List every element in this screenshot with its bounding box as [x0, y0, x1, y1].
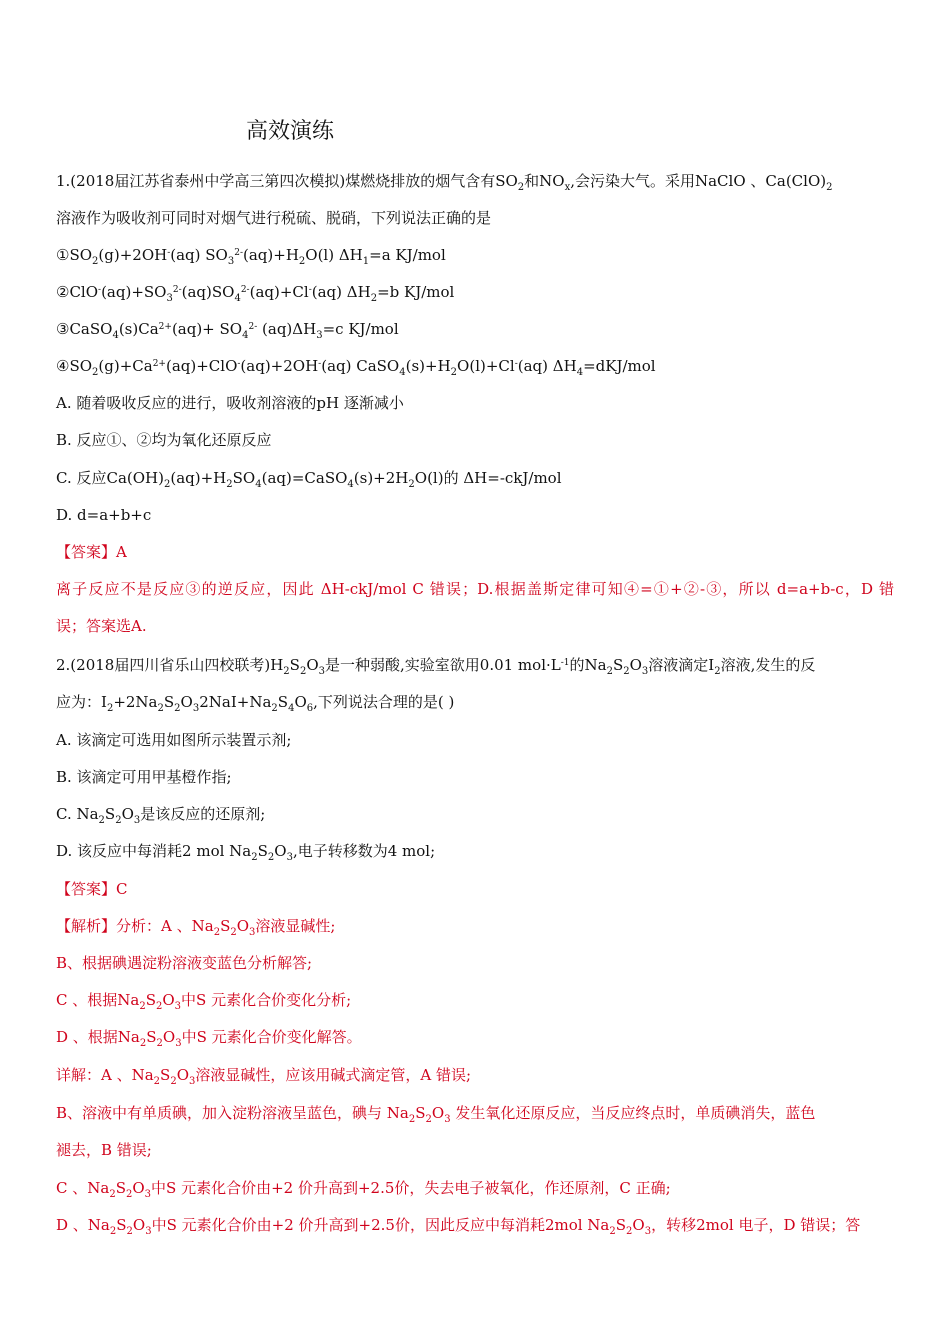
q1-reaction-1: $①SO_2(g)+2OH^-(aq)$ $SO_3^{2-}(aq)+H_2O(l)$ $\Delta H_1=a$ KJ/mol — [56, 246, 446, 267]
q2-detail-line4: C 、$Na_2S_2O_3$中S 元素化合价由+2 价升高到+2.5价，失去电子被氧化，作还原剂，C 正确; — [56, 1179, 671, 1200]
q2-detail-line3: 褪去，B 错误; — [56, 1141, 152, 1159]
q2-detail-line1: 详解：A 、$Na_2S_2O_3$溶液显碱性，应该用碱式滴定管，A 错误; — [56, 1066, 472, 1087]
q2-analysis-line4: D 、根据$Na_2S_2O_3$中S 元素化合价变化解答。 — [56, 1028, 362, 1049]
q1-explanation-line1: 离子反应不是反应③的逆反应，因此 ΔH-ckJ/mol C 错误；D.根据盖斯定律可知④=①+②-③，所以 d=a+b-c，D 错 — [56, 580, 894, 598]
q1-option-a: A. 随着吸收反应的进行，吸收剂溶液的pH 逐渐减小 — [56, 394, 404, 412]
q1-answer: 【答案】A — [56, 543, 127, 561]
q2-option-a: A. 该滴定可选用如图所示装置示剂; — [56, 731, 292, 749]
q2-option-c: C. $Na_2S_2O_3$是该反应的还原剂; — [56, 805, 266, 826]
q1-reaction-4: $④SO_2(g)+Ca^{2+}(aq)+ClO^-(aq)+2OH^-(aq)$ $CaSO_4(s)+H_2O(l)+Cl^-(aq)$ $\Delta H_4=dKJ$/mol — [56, 357, 656, 378]
q2-analysis-line3: C 、根据$Na_2S_2O_3$中S 元素化合价变化分析; — [56, 991, 352, 1012]
q1-explanation-line2: 误；答案选A. — [56, 617, 147, 635]
q1-option-b: B. 反应①、②均为氧化还原反应 — [56, 431, 272, 449]
q2-stem-line1: 2.(2018届四川省乐山四校联考)$H_2S_2O_3$是一种弱酸,实验室欲用0.01 $mol\cdot L^{-1}$的$Na_2S_2O_3$溶液滴定$I_2$溶液,发生的反 — [56, 656, 816, 677]
q1-option-d: D. d=a+b+c — [56, 506, 152, 524]
q2-stem-line2: 应为：$I_2+2Na_2S_2O_32NaI+Na_2S_4O_6$,下列说法合理的是( ) — [56, 693, 455, 714]
q2-option-d: D. 该反应中每消耗2 mol $Na_2S_2O_3$,电子转移数为4 mol; — [56, 842, 436, 863]
q2-analysis-line1: 【解析】分析：A 、$Na_2S_2O_3$溶液显碱性; — [56, 917, 336, 938]
q1-reaction-3: $③CaSO_4(s)Ca^{2+}(aq)+ SO_4^{2-}$ $(aq)\Delta H_3=c$ KJ/mol — [56, 320, 399, 341]
q2-detail-line2: B、溶液中有单质碘，加入淀粉溶液呈蓝色，碘与 $Na_2S_2O_3$ 发生氧化还原反应，当反应终点时，单质碘消失，蓝色 — [56, 1104, 816, 1125]
q2-answer: 【答案】C — [56, 880, 128, 898]
q1-stem-line2: 溶液作为吸收剂可同时对烟气进行税硫、脱硝，下列说法正确的是 — [56, 209, 492, 227]
q1-option-c: C. 反应$Ca(OH)_2(aq)+H_2SO_4(aq)=CaSO_4(s)+2H_2O(l)$的 ΔH=-ckJ/mol — [56, 469, 562, 490]
q2-option-b: B. 该滴定可用甲基橙作指; — [56, 768, 232, 786]
q1-reaction-2: $②ClO^-(aq)+SO_3^{2-}(aq)SO_4^{2-}(aq)+Cl^-(aq)$ $\Delta H_2=b$ KJ/mol — [56, 283, 455, 304]
q2-detail-line5: D 、$Na_2S_2O_3$中S 元素化合价由+2 价升高到+2.5价，因此反应中每消耗2mol $Na_2S_2O_3$，转移2mol 电子，D 错误；答 — [56, 1216, 861, 1237]
q2-analysis-line2: B、根据碘遇淀粉溶液变蓝色分析解答; — [56, 954, 313, 972]
page-title: 高效演练 — [246, 119, 335, 144]
q1-stem-line1: 1.(2018届江苏省泰州中学高三第四次模拟)煤燃烧排放的烟气含有$SO_2$和$NO_x$,会污染大气。采用NaClO 、$Ca(ClO)_2$ — [56, 172, 833, 193]
